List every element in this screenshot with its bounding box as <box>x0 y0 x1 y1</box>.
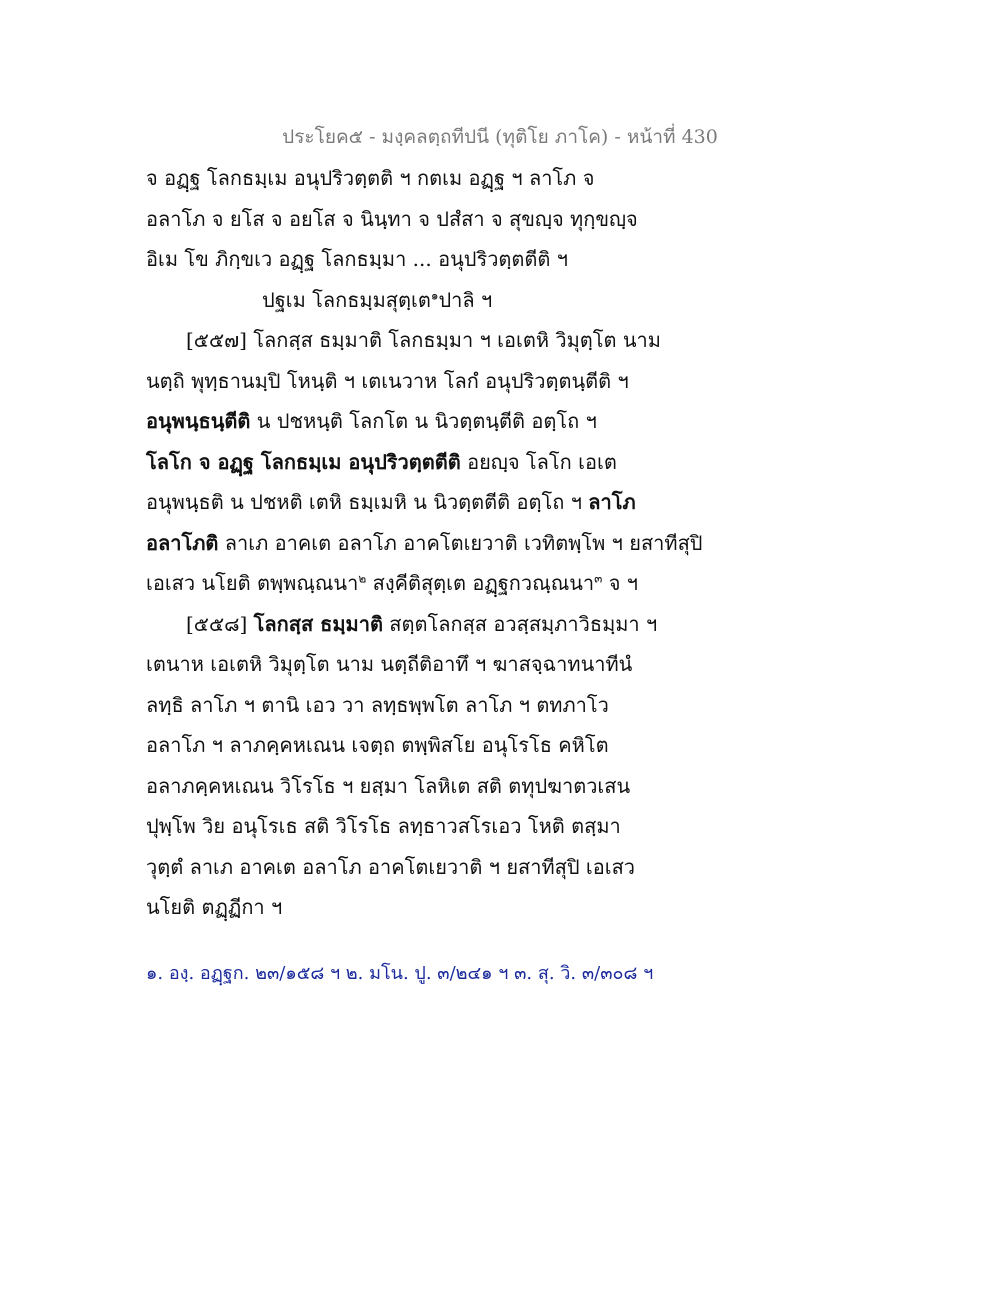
text-line <box>146 361 676 402</box>
bold-term: อลาโภติ <box>146 530 219 555</box>
text-segment: เอเสว นโยติ ตพฺพณฺณนา <box>146 571 359 595</box>
text-line <box>146 280 676 321</box>
text-segment: ลทฺธิ ลาโภ ฯ ตานิ เอว วา ลทฺธพฺพโต ลาโภ ฯ ตทภาโว <box>146 692 609 717</box>
text-line <box>146 239 676 280</box>
text-segment: ปาลิ ฯ <box>438 287 493 312</box>
text-segment: นตฺถิ พุทฺธานมฺปิ โหนฺติ ฯ เตเนวาห โลกํ อนุปริวตฺตนฺตีติ ฯ <box>146 368 629 393</box>
text-segment: ลาเภ อาคเต อลาโภ อาคโตเยวาติ เวทิตพฺโพ ฯ ยสาทีสุปิ <box>218 530 703 555</box>
footnote-marker: ๓ <box>594 571 603 586</box>
text-line <box>146 766 676 807</box>
text-segment: [๕๕๘] <box>186 611 254 636</box>
text-segment: นโยติ ตฏฺฏีกา ฯ <box>146 895 283 919</box>
text-segment: อลาภคฺคหเณน วิโรโธ ฯ ยสฺมา โลหิเต สติ ตทุปฆาตวเสน <box>146 773 631 798</box>
bold-term: โลกสฺส ธมฺมาติ <box>253 611 383 636</box>
text-line <box>146 523 703 564</box>
body-text <box>146 158 703 928</box>
text-segment: สงฺคีติสุตฺเต อฏฺฐกวณฺณนา <box>366 571 595 595</box>
text-line <box>146 604 676 645</box>
text-segment: เตนาห เอเตหิ วิมุตฺโต นาม นตฺถีติอาทึ ฯ ฆาสจฺฉาทนาทีนํ <box>146 652 633 676</box>
text-segment: อยญฺจ โลโก เอเต <box>460 449 617 474</box>
text-line <box>146 685 676 726</box>
text-segment: ปุพฺโพ วิย อนุโรเธ สติ วิโรโธ ลทฺธาวสโรเอว โหติ ตสฺมา <box>146 814 621 838</box>
bold-term: ลาโภ <box>588 490 636 514</box>
text-line <box>146 847 676 888</box>
text-line <box>146 644 676 685</box>
text-segment: สตฺตโลกสฺส อวสฺสมฺภาวิธมฺมา ฯ <box>382 611 658 636</box>
bold-term: โลโก จ อฏฺฐ โลกธมฺเม อนุปริวตฺตตีติ <box>146 449 461 474</box>
text-line <box>146 887 676 928</box>
footnote-marker: ๑ <box>430 287 439 302</box>
text-segment: อนุพนฺธติ น ปชหติ เตหิ ธมฺเมหิ น นิวตฺตตีติ อตฺโถ ฯ <box>146 490 589 514</box>
footnote: ๑. องฺ. อฏฺฐก. ๒๓/๑๕๘ ฯ ๒. มโน. ปู. ๓/๒๔๑ ฯ ๓. สุ. วิ. ๓/๓๐๘ ฯ <box>146 963 654 984</box>
text-segment: อลาโภ จ ยโส จ อยโส จ นินฺทา จ ปสํสา จ สุขญฺจ ทุกฺขญฺจ <box>146 206 638 231</box>
text-segment: จ อฏฺฐ โลกธมฺเม อนุปริวตฺตติ ฯ กตเม อฏฺฐ ฯ ลาโภ จ <box>146 166 595 190</box>
text-segment: อิเม โข ภิกฺขเว อฏฺฐ โลกธมฺมา ... อนุปริวตฺตตีติ ฯ <box>146 247 568 271</box>
bold-term: อนุพนฺธนฺตีติ <box>146 409 251 433</box>
text-line <box>146 199 676 240</box>
text-line <box>146 563 676 604</box>
text-line <box>146 158 676 199</box>
text-line <box>146 482 676 523</box>
text-segment: จ ฯ <box>602 571 639 595</box>
text-line <box>146 442 676 483</box>
text-segment: อลาโภ ฯ ลาภคฺคหเณน เจตฺถ ตพฺพิสโย อนุโรโธ คหิโต <box>146 733 609 757</box>
page-header: ประโยค๕ - มงฺคลตฺถทีปนี (ทุติโย ภาโค) - หน้าที่ 430 <box>282 126 718 148</box>
text-line <box>146 806 676 847</box>
text-line <box>146 401 676 442</box>
text-segment: น ปชหนฺติ โลกโต น นิวตฺตนฺตีติ อตฺโถ ฯ <box>250 409 597 433</box>
text-segment: ปฐเม โลกธมฺมสุตฺเต <box>262 287 431 312</box>
footnote-marker: ๒ <box>358 571 367 586</box>
text-segment: [๕๕๗] โลกสฺส ธมฺมาติ โลกธมฺมา ฯ เอเตหิ วิมุตฺโต นาม <box>186 328 661 352</box>
text-line <box>146 725 676 766</box>
text-segment: วุตฺตํ ลาเภ อาคเต อลาโภ อาคโตเยวาติ ฯ ยสาทีสุปิ เอเสว <box>146 854 636 879</box>
text-line <box>146 320 676 361</box>
